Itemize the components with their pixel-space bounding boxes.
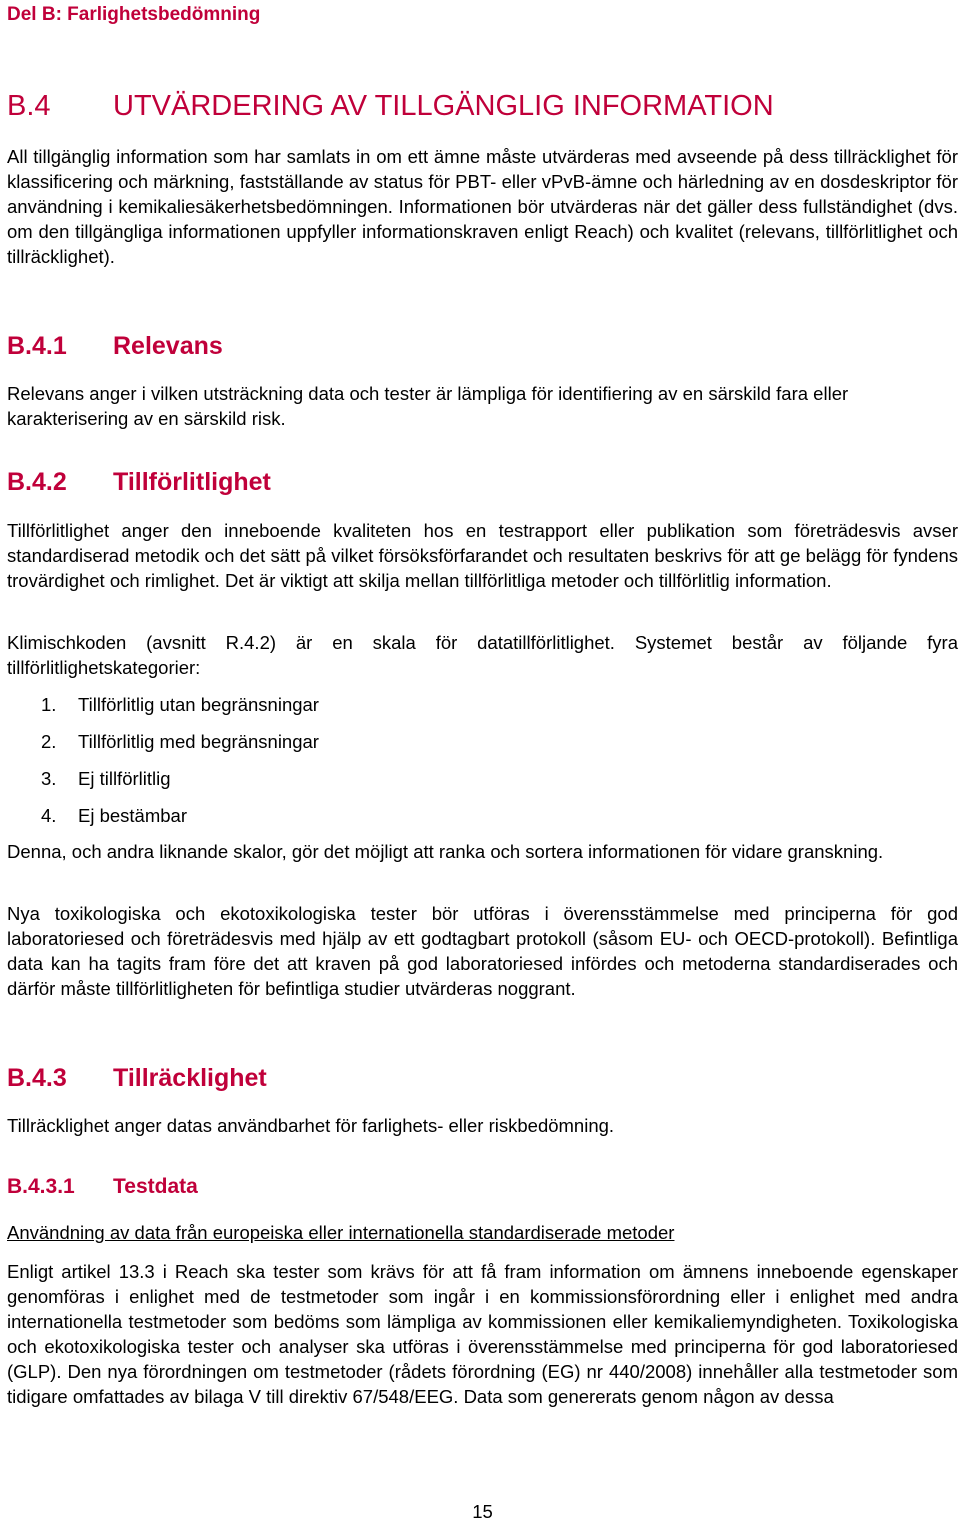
subsection-title: Tillförlitlighet (113, 468, 271, 496)
list-item: 1. Tillförlitlig utan begränsningar (41, 694, 319, 715)
subsection-heading-tillracklighet (7, 1061, 267, 1095)
tillracklighet-paragraph: Tillräcklighet anger datas användbarhet för farlighets- eller riskbedömning. (7, 1115, 615, 1136)
subsection-number: B.4.3 (7, 1064, 67, 1092)
tillforlitlighet-paragraph-3: Denna, och andra liknande skalor, gör det möjligt att ranka och sortera informationen för vidare granskning. (7, 841, 884, 862)
testdata-subheading: Användning av data från europeiska eller internationella standardiserade metoder (7, 1222, 675, 1243)
subsubsection-number: B.4.3.1 (7, 1175, 75, 1198)
list-item: 4. Ej bestämbar (41, 805, 187, 826)
section-title: UTVÄRDERING AV TILLGÄNGLIG INFORMATION (113, 90, 774, 122)
running-header: Del B: Farlighetsbedömning (7, 4, 261, 25)
list-item: 3. Ej tillförlitlig (41, 768, 171, 789)
page-number: 15 (472, 1501, 493, 1522)
subsection-number: B.4.2 (7, 468, 67, 496)
subsubsection-heading-testdata (7, 1173, 198, 1201)
list-item: 2. Tillförlitlig med begränsningar (41, 731, 319, 752)
subsection-title: Relevans (113, 332, 223, 360)
subsection-number: B.4.1 (7, 332, 67, 360)
tillforlitlighet-paragraph-2: Klimischkoden (avsnitt R.4.2) är en skala för datatillförlitlighet. Systemet består av följande fyra tillförlitlighetskategorier: (7, 632, 958, 678)
reliability-category-list (41, 692, 319, 840)
section-heading (7, 86, 958, 126)
subsubsection-title: Testdata (113, 1175, 198, 1198)
tillforlitlighet-paragraph-4: Nya toxikologiska och ekotoxikologiska tester bör utföras i överensstämmelse med principerna för god laboratoriesed och företrädesvis med hjälp av ett godtagbart protokoll (såsom EU- och OECD-protokoll). Befintliga data kan ha tagits fram före det att kraven på god laboratoriesed infördes och metoderna standardiserades och därför måste tillförlitligheten för befintliga studier utvärderas noggrant. (7, 903, 958, 999)
testdata-paragraph: Enligt artikel 13.3 i Reach ska tester som krävs för att få fram information om ämnens inneboende egenskaper genomföras i enlighet med de testmetoder som ingår i en kommissionsförordning eller i enlighet med andra internationella testmetoder som bedöms som lämpliga av kommissionen eller kemikaliemyndigheten. Toxikologiska och ekotoxikologiska tester och analyser ska utföras i överensstämmelse med principerna för god laboratoriesed (GLP). Den nya förordningen om testmetoder (rådets förordning (EG) nr 440/2008) innehåller alla testmetoder som tidigare omfattades av bilaga V till direktiv 67/548/EEG. Data som genererats genom någon av dessa (7, 1261, 958, 1407)
section-number: B.4 (7, 90, 51, 122)
relevans-paragraph: Relevans anger i vilken utsträckning data och tester är lämpliga för identifiering av en särskild fara eller karakterisering av en särskild risk. (7, 383, 849, 429)
subsection-heading-relevans (7, 329, 223, 363)
tillforlitlighet-paragraph-1: Tillförlitlighet anger den inneboende kvaliteten hos en testrapport eller publikation som företrädesvis avser standardiserad metodik och det sätt på vilket försöksförfarandet och resultaten beskrivs för att ge belägg för fyndens trovärdighet och rimlighet. Det är viktigt att skilja mellan tillförlitliga metoder och tillförlitlig information. (7, 520, 958, 591)
section-intro-paragraph: All tillgänglig information som har samlats in om ett ämne måste utvärderas med avseende på dess tillräcklighet för klassificering och märkning, fastställande av status för PBT- eller vPvB-ämne och härledning av en dosdeskriptor för användning i kemikaliesäkerhetsbedömningen. Informationen bör utvärderas när det gäller dess fullständighet (dvs. om den tillgängliga informationen uppfyller informationskraven enligt Reach) och kvalitet (relevans, tillförlitlighet och tillräcklighet). (7, 146, 958, 267)
subsection-heading-tillforlitlighet (7, 465, 271, 499)
subsection-title: Tillräcklighet (113, 1064, 267, 1092)
